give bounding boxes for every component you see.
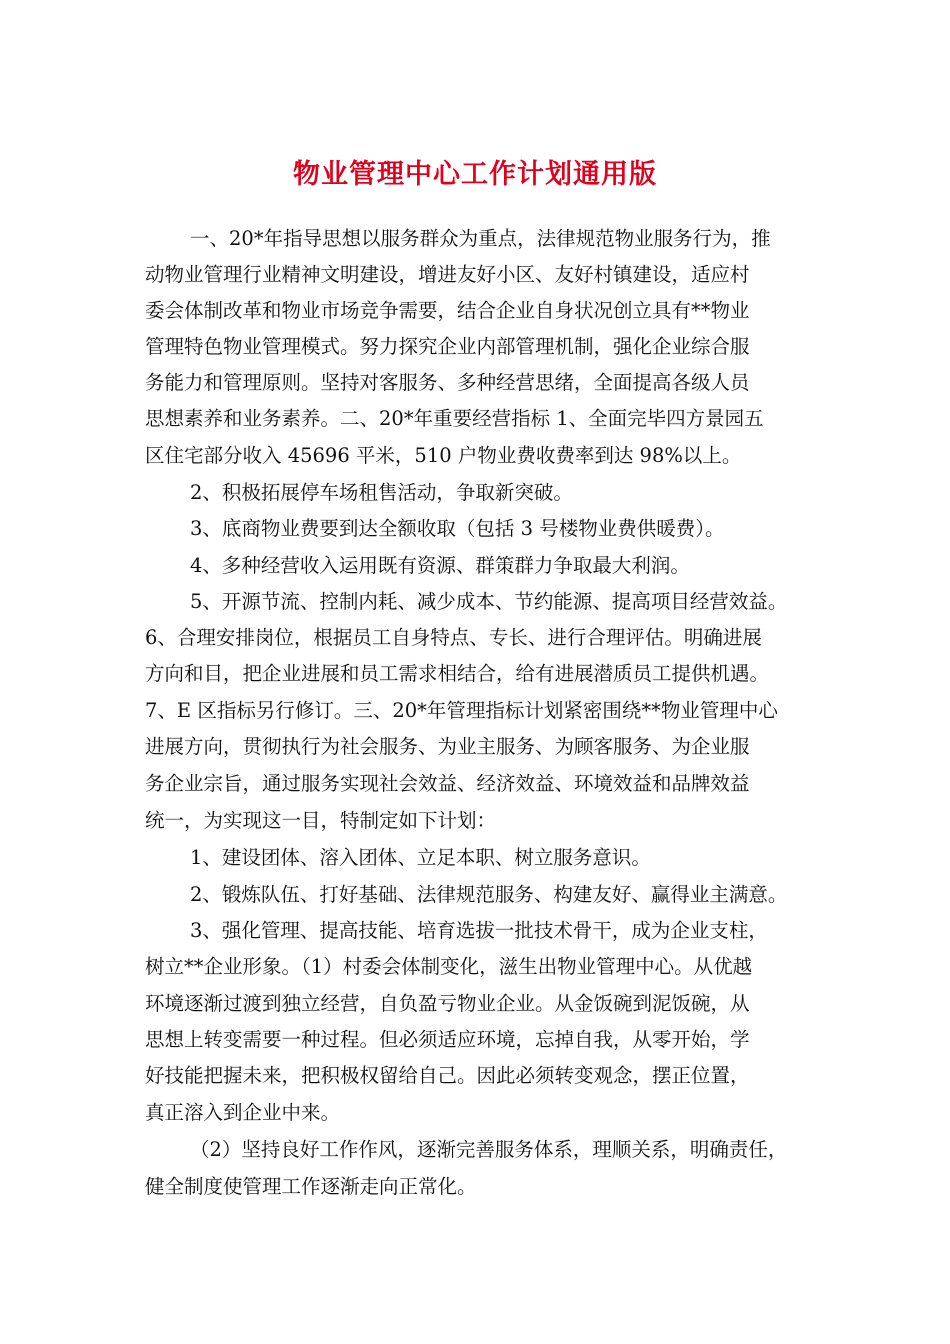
paragraph-line: 2、积极拓展停车场租售活动，争取新突破。	[190, 481, 573, 504]
paragraph-line: 3、强化管理、提高技能、培育选拔一批技术骨干，成为企业支柱，	[190, 919, 768, 942]
paragraph-line: 好技能把握未来，把积极权留给自己。因此必须转变观念，摆正位置，	[145, 1064, 750, 1087]
paragraph-line: 2、锻炼队伍、打好基础、法律规范服务、构建友好、赢得业主满意。	[190, 883, 788, 906]
paragraph-line: 1、建设团体、溶入团体、立足本职、树立服务意识。	[190, 846, 651, 869]
document-title: 物业管理中心工作计划通用版	[293, 159, 657, 190]
paragraph-line: 真正溶入到企业中来。	[145, 1101, 341, 1124]
paragraph-line: 务企业宗旨，通过服务实现社会效益、经济效益、环境效益和品牌效益	[145, 772, 750, 795]
paragraph-line: 环境逐渐过渡到独立经营，自负盈亏物业企业。从金饭碗到泥饭碗，从	[145, 992, 750, 1015]
paragraph-line: 4、多种经营收入运用既有资源、群策群力争取最大利润。	[190, 554, 690, 577]
paragraph-line: 务能力和管理原则。坚持对客服务、多种经营思绪，全面提高各级人员	[145, 371, 750, 394]
paragraph-line: 6、合理安排岗位，根据员工自身特点、专长、进行合理评估。明确进展	[145, 626, 762, 649]
paragraph-line: 5、开源节流、控制内耗、减少成本、节约能源、提高项目经营效益。	[190, 590, 788, 613]
paragraph-line: 进展方向，贯彻执行为社会服务、为业主服务、为顾客服务、为企业服	[145, 735, 750, 758]
paragraph-line: 思想上转变需要一种过程。但必须适应环境，忘掉自我，从零开始，学	[145, 1028, 750, 1051]
paragraph-line: 区住宅部分收入 45696 平米，510 户物业费收费率到达 98%以上。	[145, 444, 742, 467]
paragraph-line: 7、E 区指标另行修订。三、20*年管理指标计划紧密围绕**物业管理中心	[145, 699, 778, 722]
paragraph-line: 一、20*年指导思想以服务群众为重点，法律规范物业服务行为，推	[190, 227, 771, 250]
paragraph-line: 委会体制改革和物业市场竞争需要，结合企业自身状况创立具有**物业	[145, 299, 750, 322]
paragraph-line: 动物业管理行业精神文明建设，增进友好小区、友好村镇建设，适应村	[145, 263, 750, 286]
paragraph-line: 树立**企业形象。（1）村委会体制变化，滋生出物业管理中心。从优越	[145, 955, 753, 978]
paragraph-line: 3、底商物业费要到达全额收取（包括 3 号楼物业费供暖费）。	[190, 517, 725, 540]
paragraph-line: 管理特色物业管理模式。努力探究企业内部管理机制，强化企业综合服	[145, 335, 750, 358]
paragraph-line: 方向和目，把企业进展和员工需求相结合，给有进展潜质员工提供机遇。	[145, 662, 770, 685]
paragraph-line: 健全制度使管理工作逐渐走向正常化。	[145, 1175, 477, 1198]
paragraph-line: （2）坚持良好工作作风，逐渐完善服务体系，理顺关系，明确责任，	[190, 1138, 788, 1161]
paragraph-line: 统一，为实现这一目，特制定如下计划：	[145, 809, 497, 832]
paragraph-line: 思想素养和业务素养。二、20*年重要经营指标 1、全面完毕四方景园五	[145, 407, 764, 430]
